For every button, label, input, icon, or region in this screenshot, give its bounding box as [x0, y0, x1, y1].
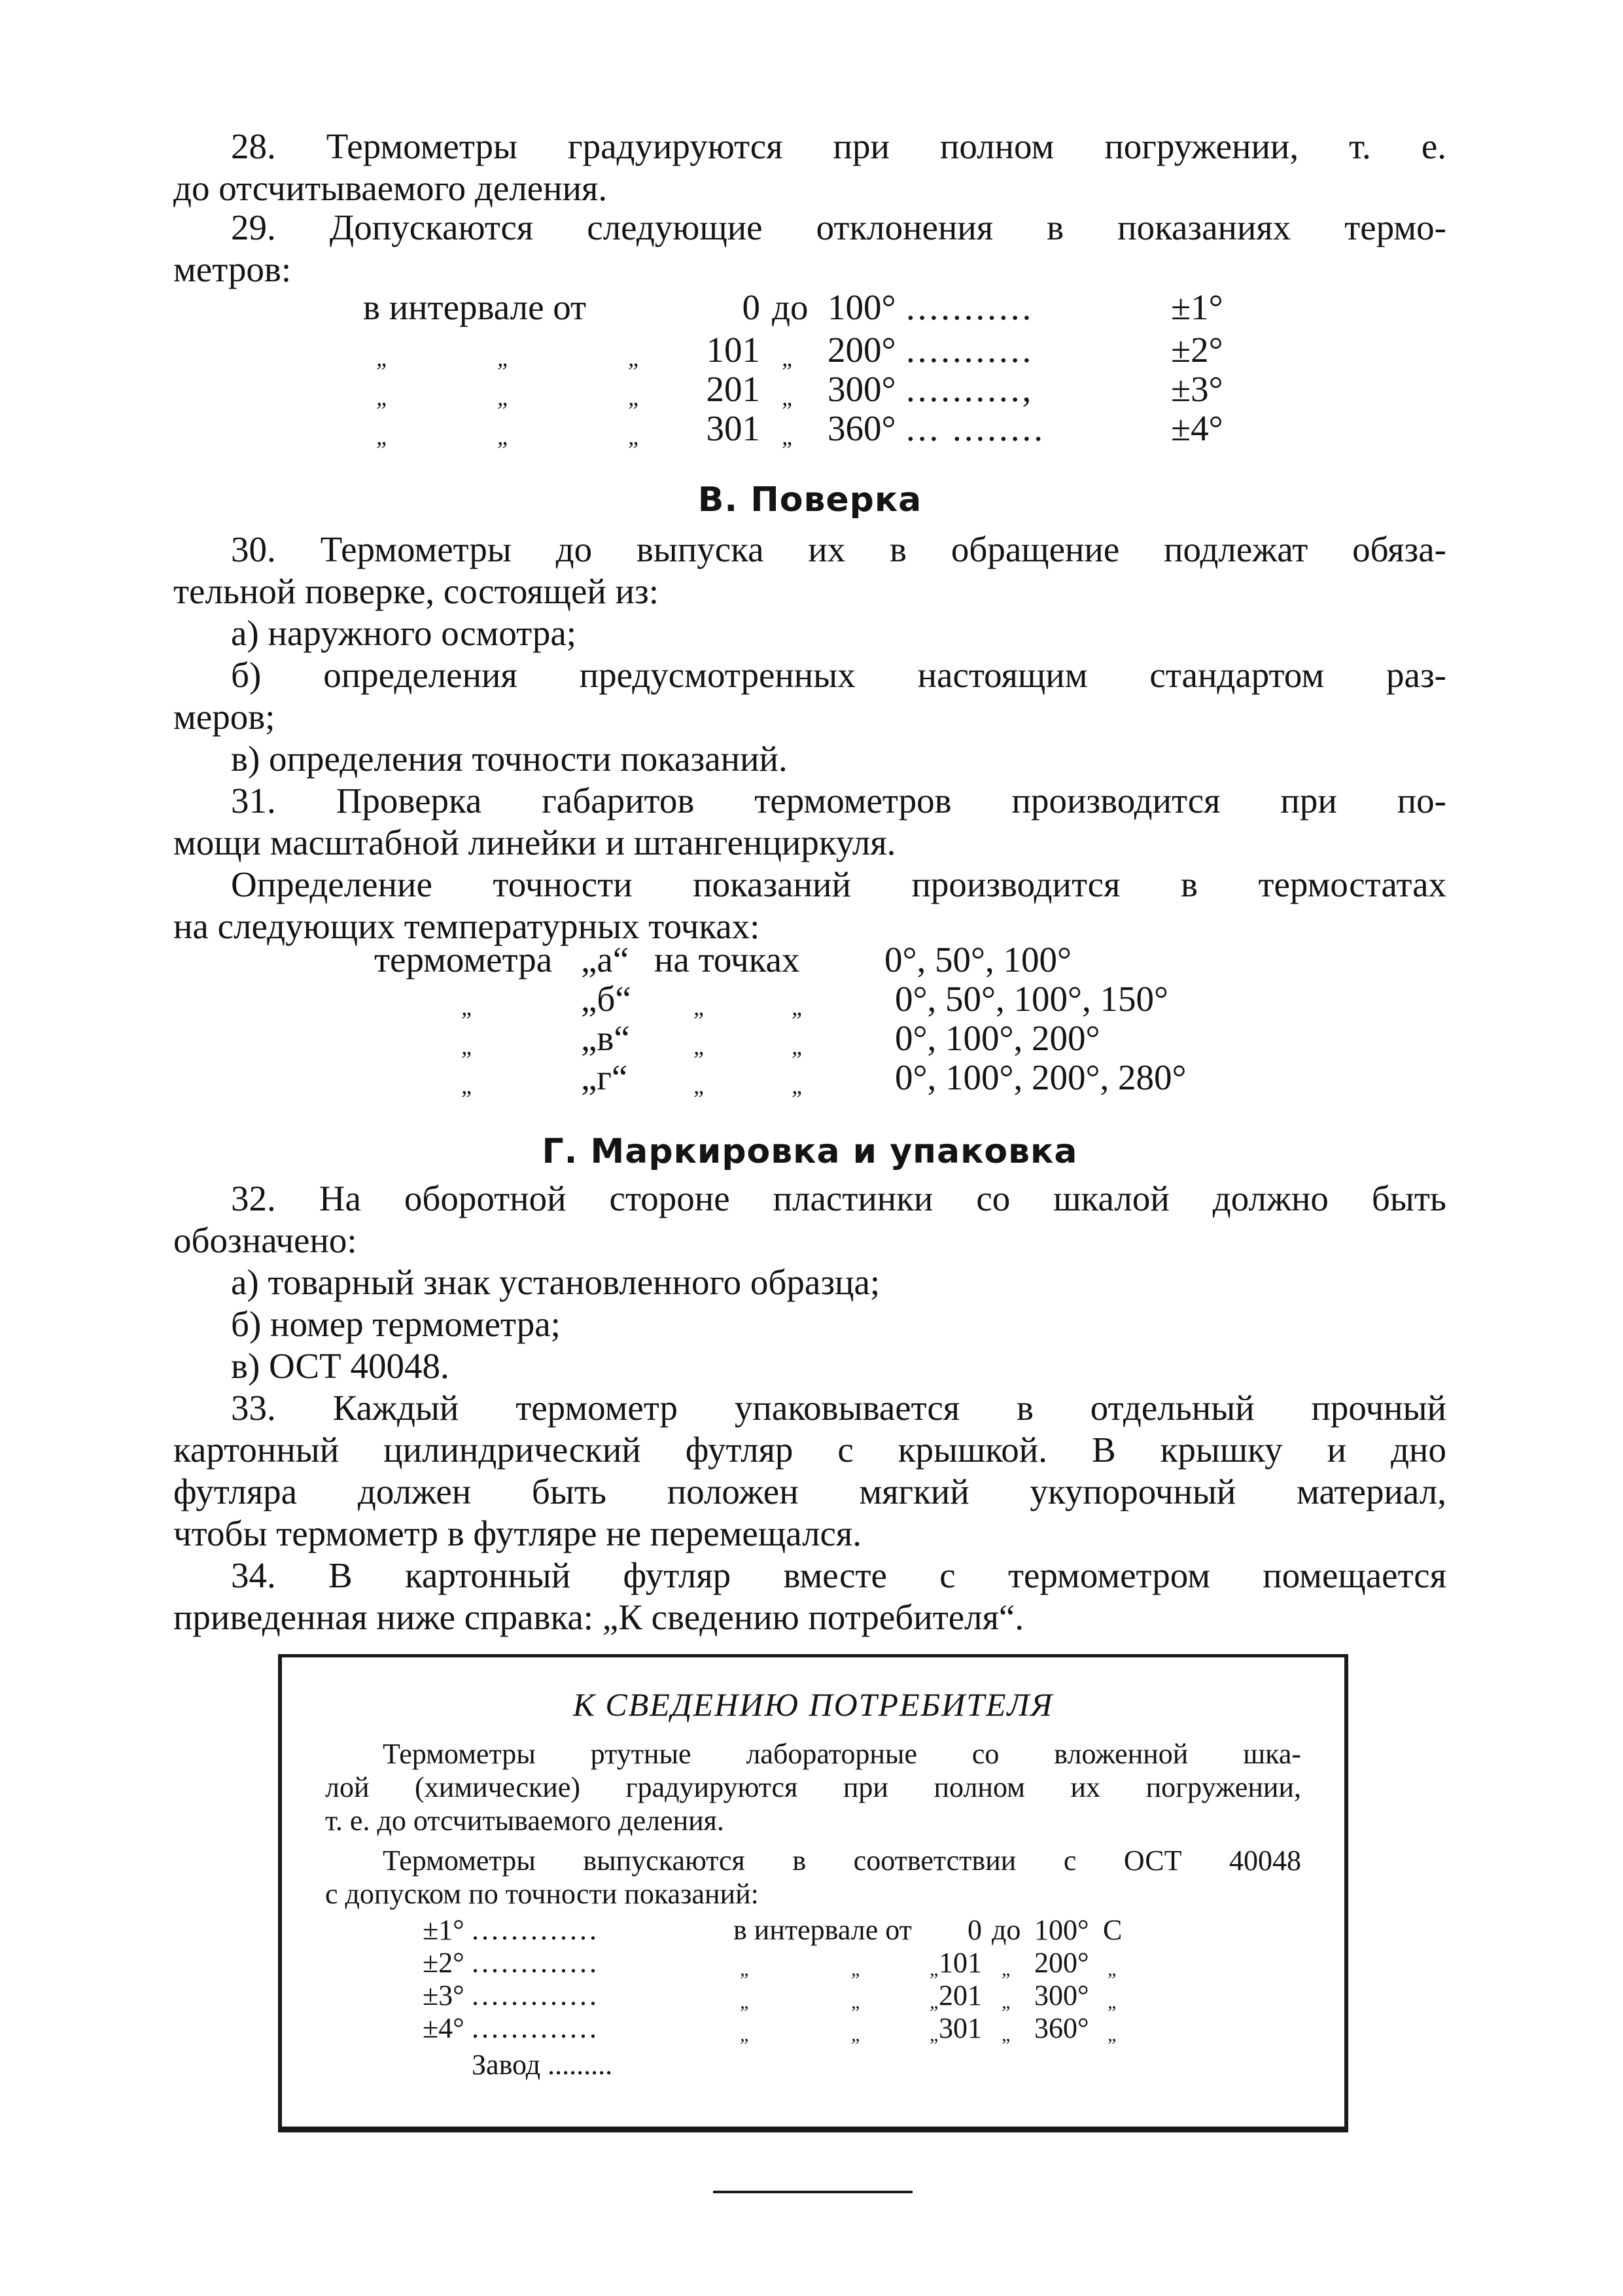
to-value: 200° — [828, 330, 896, 370]
ditto-mark: „ — [851, 2024, 862, 2045]
section-g-heading: Г. Маркировка и упаковка — [542, 1132, 1078, 1171]
to-value: 360° — [1034, 2012, 1089, 2044]
ditto-mark: „ — [1002, 1958, 1013, 1980]
paragraph-28 — [173, 126, 1446, 209]
paragraph-31 — [173, 780, 1446, 864]
ditto-mark: „ — [693, 994, 707, 1020]
from-value: 201 — [706, 369, 760, 409]
p32-line-1: 32. На оборотной стороне пластинки со шкалой должно быть — [231, 1178, 1446, 1218]
ditto-mark: „ — [1108, 1958, 1119, 1980]
list-item-a — [173, 612, 1446, 654]
p31-line-2: мощи масштабной линейки и штангенциркуля. — [173, 822, 896, 862]
list-item-a — [173, 1262, 1446, 1303]
notice-paragraph-2 — [325, 1844, 1301, 1911]
from-value: 301 — [939, 2012, 982, 2044]
paragraph-32 — [173, 1178, 1446, 1262]
ditto-mark: „ — [1108, 1991, 1119, 2013]
ditto-mark: „ — [792, 1072, 805, 1099]
p30-item-b-line-2: меров; — [173, 697, 275, 737]
list-item-c — [173, 738, 1446, 780]
p28-line-2: до отсчитываемого деления. — [173, 168, 608, 208]
to-value: 200° — [1034, 1947, 1089, 1979]
notice-p2-line-2: с допуском по точности показаний: — [325, 1878, 759, 1910]
list-item-b — [173, 654, 1446, 738]
ditto-mark: „ — [740, 1991, 751, 2013]
to-value: 360° — [828, 408, 896, 448]
leader-dots: ............. — [472, 1914, 599, 1946]
ditto-mark: „ — [628, 423, 642, 450]
ditto-mark: „ — [693, 1072, 707, 1099]
ditto-mark: „ — [782, 345, 795, 371]
ditto-mark: „ — [851, 1991, 862, 2013]
ditto-mark: „ — [930, 1991, 941, 2013]
tolerance: ±2° — [423, 1947, 464, 1979]
p30-item-c: в) определения точности показаний. — [231, 739, 788, 779]
thermometer-label: термометра — [374, 940, 553, 980]
to-label: до — [992, 1914, 1021, 1946]
p30-item-b-line-1: б) определения предусмотренных настоящим стандартом раз- — [231, 655, 1446, 695]
from-value: 201 — [939, 1979, 982, 2011]
p32-line-2: обозначено: — [173, 1220, 357, 1260]
list-item-b — [173, 1303, 1446, 1345]
tolerance: ±2° — [1171, 330, 1223, 370]
type-label: „б“ — [581, 979, 631, 1019]
p31-line-4: на следующих температурных точках: — [173, 906, 760, 946]
p34-line-2: приведенная ниже справка: „К сведению потребителя“. — [173, 1597, 1024, 1637]
notice-p1-line-2: лой (химические) градуируются при полном их погружении, — [325, 1771, 1301, 1803]
p32-item-a: а) товарный знак установленного образца; — [231, 1262, 881, 1302]
leader-dots: ........... — [906, 287, 1034, 327]
ditto-mark: „ — [376, 345, 390, 371]
paragraph-33 — [173, 1387, 1446, 1555]
notice-p1-line-3: т. е. до отсчитываемого деления. — [325, 1805, 724, 1837]
type-label: „в“ — [581, 1018, 630, 1058]
ditto-mark: „ — [851, 1958, 862, 1980]
paragraph-30 — [173, 529, 1446, 612]
ditto-mark: „ — [376, 423, 390, 450]
ditto-mark: „ — [740, 1958, 751, 1980]
notice-paragraph-1 — [325, 1737, 1301, 1837]
leader-dots: ........... — [906, 330, 1034, 370]
consumer-notice-box — [278, 1654, 1348, 2132]
ditto-mark: „ — [740, 2024, 751, 2045]
p29-line-2: метров: — [173, 249, 292, 289]
ditto-mark: „ — [1002, 2024, 1013, 2045]
point-values: 0°, 50°, 100° — [884, 940, 1072, 980]
tolerance: ±4° — [423, 2012, 464, 2044]
notice-p1-line-1: Термометры ртутные лабораторные со вложенной шка- — [383, 1738, 1301, 1770]
paragraph-34 — [173, 1555, 1446, 1638]
notice-p2-line-1: Термометры выпускаются в соответствии с ОСТ 40048 — [383, 1845, 1301, 1877]
p31-line-3: Определение точности показаний производится в термостатах — [231, 864, 1446, 904]
point-values: 0°, 100°, 200° — [895, 1018, 1100, 1058]
list-item-c — [173, 1345, 1446, 1387]
ditto-mark: „ — [930, 2024, 941, 2045]
p29-line-1: 29. Допускаются следующие отклонения в показаниях термо- — [231, 207, 1446, 247]
from-value: 0 — [968, 1914, 982, 1946]
ditto-mark: „ — [461, 1033, 475, 1059]
to-value: 300° — [1034, 1979, 1089, 2011]
p32-item-b: б) номер термометра; — [231, 1304, 561, 1344]
p30-item-a: а) наружного осмотра; — [231, 613, 577, 653]
leader-dots: ............. — [472, 2012, 599, 2044]
on-points-label: на точках — [654, 940, 800, 980]
p31-line-1: 31. Проверка габаритов термометров производится при по- — [231, 781, 1446, 821]
ditto-mark: „ — [497, 423, 511, 450]
leader-dots: ............. — [472, 1979, 599, 2011]
from-value: 101 — [939, 1947, 982, 1979]
ditto-mark: „ — [628, 384, 642, 410]
p33-line-1: 33. Каждый термометр упаковывается в отдельный прочный — [231, 1388, 1446, 1428]
paragraph-31-cont — [173, 864, 1446, 947]
interval-label: в интервале от — [363, 287, 587, 327]
from-value: 0 — [742, 287, 760, 327]
type-label: „а“ — [581, 940, 629, 980]
ditto-mark: „ — [782, 423, 795, 450]
ditto-mark: „ — [497, 345, 511, 371]
point-values: 0°, 100°, 200°, 280° — [895, 1057, 1187, 1097]
tolerance: ±3° — [1171, 369, 1223, 409]
ditto-mark: „ — [497, 384, 511, 410]
p30-line-1: 30. Термометры до выпуска их в обращение подлежат обяза- — [231, 529, 1446, 569]
ditto-mark: „ — [461, 1072, 475, 1099]
p32-item-c: в) ОСТ 40048. — [231, 1346, 449, 1386]
notice-title: К СВЕДЕНИЮ ПОТРЕБИТЕЛЯ — [572, 1686, 1054, 1723]
ditto-mark: „ — [792, 1033, 805, 1059]
footer-divider — [713, 2191, 913, 2193]
ditto-mark: „ — [930, 1958, 941, 1980]
leader-dots: .........., — [906, 369, 1034, 409]
p34-line-1: 34. В картонный футляр вместе с термометром помещается — [231, 1555, 1446, 1595]
to-value: 100° — [828, 287, 896, 327]
unit: С — [1103, 1914, 1123, 1946]
section-v-heading: В. Поверка — [697, 480, 922, 520]
tolerance: ±4° — [1171, 408, 1223, 448]
leader-dots: ... ........ — [906, 408, 1045, 448]
tolerance: ±1° — [1171, 287, 1223, 327]
p33-line-4: чтобы термометр в футляре не перемещался. — [173, 1513, 862, 1553]
ditto-mark: „ — [782, 384, 795, 410]
to-value: 300° — [828, 369, 896, 409]
to-value: 100° — [1034, 1914, 1089, 1946]
ditto-mark: „ — [376, 384, 390, 410]
type-label: „г“ — [581, 1057, 628, 1097]
tolerance: ±1° — [423, 1914, 464, 1946]
ditto-mark: „ — [792, 994, 805, 1020]
ditto-mark: „ — [1108, 2024, 1119, 2045]
paragraph-29 — [173, 207, 1446, 291]
leader-dots: ............. — [472, 1947, 599, 1979]
from-value: 101 — [706, 330, 760, 370]
ditto-mark: „ — [628, 345, 642, 371]
p33-line-2: картонный цилиндрический футляр с крышкой. В крышку и дно — [173, 1430, 1446, 1470]
ditto-mark: „ — [461, 994, 475, 1020]
ditto-mark: „ — [693, 1033, 707, 1059]
point-values: 0°, 50°, 100°, 150° — [895, 979, 1168, 1019]
interval-label: в интервале от — [733, 1914, 912, 1946]
plant-label: Завод ......... — [472, 2049, 613, 2081]
from-value: 301 — [706, 408, 760, 448]
ditto-mark: „ — [1002, 1991, 1013, 2013]
to-label: до — [772, 287, 809, 327]
p30-line-2: тельной поверке, состоящей из: — [173, 571, 659, 611]
p28-line-1: 28. Термометры градуируются при полном погружении, т. е. — [231, 126, 1446, 166]
tolerance: ±3° — [423, 1979, 464, 2011]
p33-line-3: футляра должен быть положен мягкий укупорочный материал, — [173, 1472, 1446, 1511]
